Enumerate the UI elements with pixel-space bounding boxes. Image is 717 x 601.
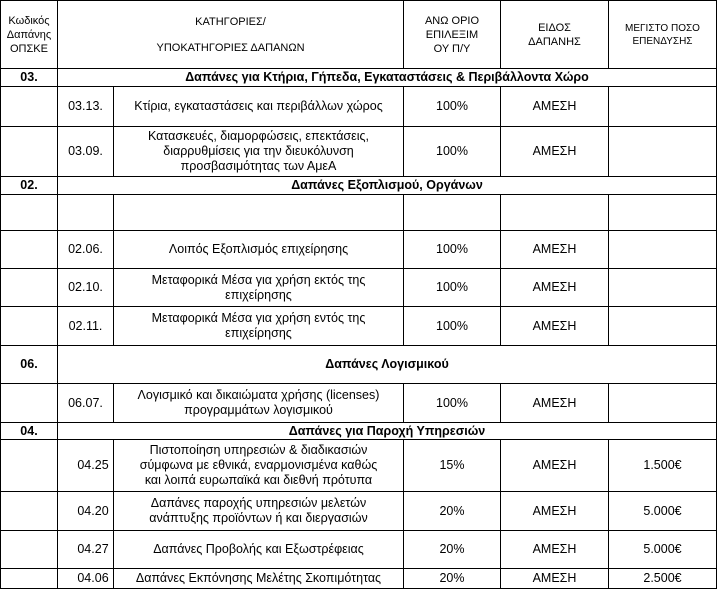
header-code [1,1,58,69]
table-row [1,384,717,423]
description-line: Δαπάνες παροχής υπηρεσιών μελετών [150,496,367,510]
description-line: σύμφωνα με εθνικά, εναρμονισμένα καθώς [139,458,378,472]
table-row [1,127,717,177]
row-type: ΑΜΕΣΗ [501,127,609,177]
header-code-line-3: ΟΠΣΚΕ [10,42,48,55]
description-line: προγραμμάτων λογισμικού [184,403,333,417]
table-row [1,87,717,127]
row-description [114,384,404,423]
row-description [114,307,404,346]
empty-cell [1,492,58,531]
section-code: 03. [1,69,58,87]
row-limit: 100% [404,307,501,346]
row-limit: 20% [404,492,501,531]
row-limit [404,195,501,231]
row-max [609,384,717,423]
row-max [609,231,717,269]
section-row [1,423,717,440]
empty-cell [1,195,58,231]
header-type-line-2: ΔΑΠΑΝΗΣ [528,35,581,48]
description-line: Κατασκευές, διαμορφώσεις, επεκτάσεις, [147,129,369,143]
row-max: 1.500€ [609,440,717,492]
row-limit: 20% [404,569,501,589]
row-type: ΑΜΕΣΗ [501,531,609,569]
header-max [609,1,717,69]
description-line: Δαπάνες Προβολής και Εξωστρέφειας [153,542,364,556]
section-code: 02. [1,177,58,195]
section-title: Δαπάνες για Κτήρια, Γήπεδα, Εγκαταστάσεις & Περιβάλλοντα Χώρο [58,69,717,87]
row-type: ΑΜΕΣΗ [501,231,609,269]
description-line: και λοιπά ευρωπαϊκά και διεθνή πρότυπα [144,473,373,487]
row-description [114,87,404,127]
row-max: 2.500€ [609,569,717,589]
row-code: 03.09. [58,127,114,177]
empty-cell [1,231,58,269]
header-limit-line-2: ΕΠΙΛΕΞΙΜ [425,28,479,41]
table-row [1,492,717,531]
row-description [114,492,404,531]
row-limit: 20% [404,531,501,569]
header-categories [58,1,404,69]
row-description [114,231,404,269]
row-description [114,440,404,492]
header-max-line-2: ΕΠΕΝΔΥΣΗΣ [632,35,693,47]
table-row [1,531,717,569]
row-description [114,195,404,231]
row-max [609,195,717,231]
description-line: Μεταφορικά Μέσα για χρήση εκτός της [151,272,366,287]
row-max: 5.000€ [609,492,717,531]
section-code: 06. [1,346,58,384]
row-max: 5.000€ [609,531,717,569]
table-row [1,231,717,269]
section-title: Δαπάνες Εξοπλισμού, Οργάνων [58,177,717,195]
row-description [114,531,404,569]
row-limit: 100% [404,231,501,269]
description-line: Μεταφορικά Μέσα για χρήση εντός της [151,311,366,325]
description-line: επιχείρησης [225,287,292,302]
row-code [58,195,114,231]
description-line: Λογισμικό και δικαιώματα χρήσης (licenses) [137,388,380,402]
empty-cell [1,384,58,423]
table-row [1,269,717,307]
empty-cell [1,440,58,492]
description-line: επιχείρησης [225,326,292,340]
row-limit: 100% [404,269,501,307]
section-row [1,346,717,384]
header-limit-line-3: ΟΥ Π/Υ [433,42,471,55]
row-type: ΑΜΕΣΗ [501,440,609,492]
header-code-line-1: Κωδικός [8,14,50,27]
header-limit [404,1,501,69]
row-type: ΑΜΕΣΗ [501,492,609,531]
row-type: ΑΜΕΣΗ [501,87,609,127]
description-line: Κτίρια, εγκαταστάσεις και περιβάλλων χώρος [134,99,383,113]
row-code: 02.11. [58,307,114,346]
description-line: Λοιπός Εξοπλισμός επιχείρησης [168,242,349,256]
empty-cell [1,569,58,589]
row-description [114,569,404,589]
row-limit: 100% [404,87,501,127]
header-categories-line-2: ΥΠΟΚΑΤΗΓΟΡΙΕΣ ΔΑΠΑΝΩΝ [156,41,305,54]
row-max [609,307,717,346]
header-limit-line-1: ΑΝΩ ΟΡΙΟ [424,14,480,27]
row-type: ΑΜΕΣΗ [501,269,609,307]
row-type: ΑΜΕΣΗ [501,307,609,346]
table-row [1,440,717,492]
description-line: προσβασιμότητας των ΑμεΑ [180,159,337,173]
row-code: 04.25 [58,440,114,492]
table-row [1,195,717,231]
row-type: ΑΜΕΣΗ [501,384,609,423]
row-limit: 15% [404,440,501,492]
header-categories-line-1: ΚΑΤΗΓΟΡΙΕΣ/ [195,15,266,28]
row-limit: 100% [404,384,501,423]
row-code: 04.20 [58,492,114,531]
row-max [609,127,717,177]
header-type [501,1,609,69]
row-type [501,195,609,231]
header-max-line-1: ΜΕΓΙΣΤΟ ΠΟΣΟ [625,22,700,34]
row-limit: 100% [404,127,501,177]
empty-cell [1,127,58,177]
row-max [609,269,717,307]
row-code: 04.27 [58,531,114,569]
table-row [1,569,717,589]
section-row [1,177,717,195]
section-title: Δαπάνες για Παροχή Υπηρεσιών [58,423,717,440]
section-title: Δαπάνες Λογισμικού [58,346,717,384]
section-code: 04. [1,423,58,440]
section-row [1,69,717,87]
description-line: Δαπάνες Εκπόνησης Μελέτης Σκοπιμότητας [135,571,382,585]
header-row [1,1,717,69]
empty-cell [1,531,58,569]
header-type-line-1: ΕΙΔΟΣ [538,21,571,34]
header-code-line-2: Δαπάνης [6,28,52,41]
row-code: 04.06 [58,569,114,589]
description-line: ανάπτυξης προϊόντων ή και διεργασιών [149,511,368,525]
row-type: ΑΜΕΣΗ [501,569,609,589]
empty-cell [1,87,58,127]
row-description [114,269,404,307]
empty-cell [1,269,58,307]
row-code: 02.10. [58,269,114,307]
table-row [1,307,717,346]
row-description [114,127,404,177]
row-code: 03.13. [58,87,114,127]
description-line: Πιστοποίηση υπηρεσιών & διαδικασιών [149,443,368,457]
row-code: 06.07. [58,384,114,423]
row-max [609,87,717,127]
row-code: 02.06. [58,231,114,269]
description-line: διαρρυθμίσεις για την διευκόλυνση [163,144,354,158]
empty-cell [1,307,58,346]
